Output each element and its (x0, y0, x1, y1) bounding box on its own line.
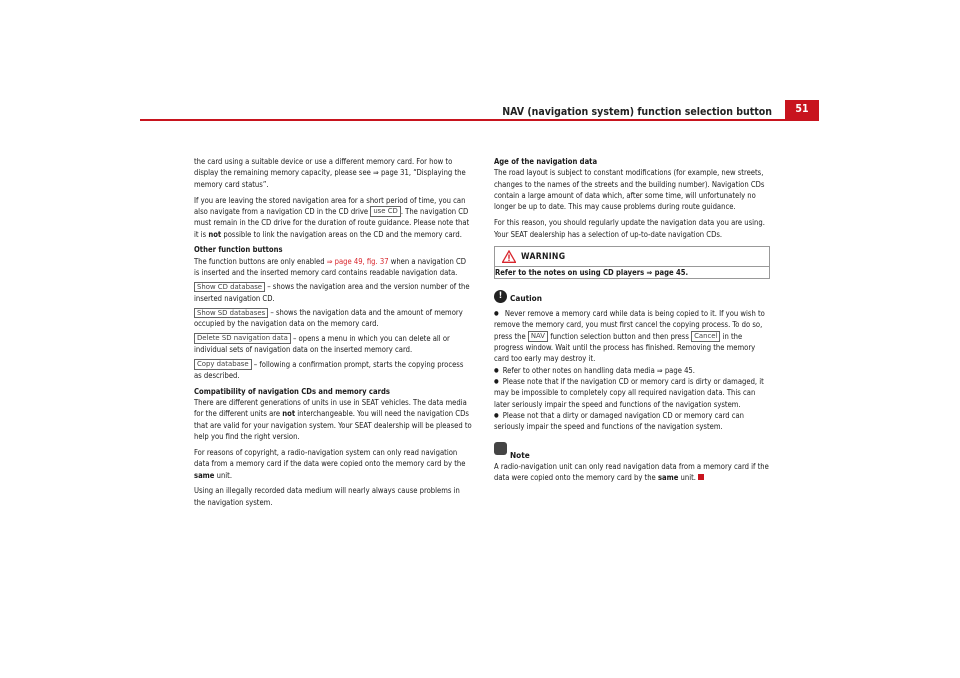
text: There are different generations of units in use in SEAT vehicles. The data media for the different units are (194, 398, 467, 419)
text: – shows the navigation area and the version number of the inserted navigation CD. (194, 282, 470, 303)
text: – following a confirmation prompt, starts the copying process as described. (194, 359, 464, 380)
caution-heading (494, 288, 770, 303)
page-link[interactable]: ⇒ page 49, fig. 37 (326, 256, 389, 266)
caution-item (494, 308, 770, 365)
text: For reasons of copyright, a radio-navigation system can only read navigation data from a memory card if the data were copied onto the memory card by the (194, 447, 466, 469)
subheading-age-of-data: Age of the navigation data (494, 157, 598, 166)
text: unit. (680, 473, 696, 483)
use-cd-key: use CD (370, 206, 401, 217)
function-item (194, 333, 472, 356)
end-square-icon (698, 474, 704, 480)
page-header-title: NAV (navigation system) function selection button (502, 106, 772, 118)
delete-sd-navigation-data-key: Delete SD navigation data (194, 333, 291, 344)
text: unit. (216, 470, 233, 480)
text: possible to link the navigation areas on the CD and the memory card. (223, 229, 462, 239)
text: If you are leaving the stored navigation area for a short period of time, you can also navigate from a navigation CD in the CD drive (194, 195, 466, 216)
left-column (194, 156, 472, 508)
text: in the progress window. Wait until the process has finished. Removing the memory card too early may destroy it. (494, 331, 756, 364)
show-cd-database-key: Show CD database (194, 282, 265, 293)
emphasis: not (282, 409, 296, 419)
text: function selection button and then press (550, 331, 689, 341)
caution-item: ● Refer to other notes on handling data media ⇒ page 45. (494, 365, 770, 376)
cancel-key: Cancel (691, 331, 720, 342)
show-sd-databases-key: Show SD databases (194, 308, 268, 319)
subheading-compatibility: Compatibility of navigation CDs and memory cards (194, 386, 390, 396)
text: – opens a menu in which you can delete all or individual sets of navigation data on the inserted memory card. (194, 333, 450, 355)
paragraph: The road layout is subject to constant modifications (for example, new streets, changes to the names of the streets and the building number). Navigation CDs contain a large amount of data which, after some time, will unfortunately no longer be up to date. This may cause problems during route guidance. (494, 168, 765, 212)
text: . The navigation CD must remain in the CD drive for the duration of route guidance. Please note that it is (194, 206, 470, 239)
paragraph (194, 195, 472, 240)
function-item (194, 281, 472, 304)
header-rule (140, 119, 819, 121)
paragraph: For this reason, you should regularly update the navigation data you are using. Your SEAT dealership has a selection of up-to-date navigation CDs. (494, 218, 765, 239)
caution-icon: ! (494, 290, 507, 303)
warning-box (494, 246, 770, 279)
text: Never remove a memory card while data is being copied to it. If you wish to remove the memory card, you must first cancel the copying process. To do so, press the (494, 308, 765, 341)
emphasis: same (657, 473, 679, 483)
caution-title: Caution (510, 292, 542, 303)
paragraph: the card using a suitable device or use a different memory card. For how to display the remaining memory capacity, please see ⇒ page 31, “Displaying the memory card status”. (194, 157, 466, 189)
function-item (194, 359, 472, 382)
copy-database-key: Copy database (194, 359, 252, 370)
note-title: Note (510, 449, 530, 460)
function-item (194, 307, 472, 330)
text: A radio-navigation unit can only read navigation data from a memory card if the data were copied onto the memory card by the (494, 462, 769, 483)
nav-key: NAV (528, 331, 548, 342)
warning-text: Refer to the notes on using CD players ⇒ page 45. (495, 267, 689, 277)
note-text (494, 461, 770, 484)
caution-item: ● Please not that a dirty or damaged navigation CD or memory card can seriously impair the speed and functions of the navigation system. (494, 410, 770, 433)
caution-item: ● Please note that if the navigation CD or memory card is dirty or damaged, it may be impossible to completely copy all required navigation data. This can later seriously impair the speed and functions of the navigation system. (494, 376, 770, 410)
warning-title: WARNING (521, 251, 566, 262)
paragraph (194, 256, 472, 279)
emphasis: same (194, 470, 215, 480)
paragraph: Using an illegally recorded data medium will nearly always cause problems in the navigation system. (194, 486, 460, 507)
emphasis: not (208, 229, 222, 239)
note-icon (494, 442, 507, 455)
text: – shows the navigation data and the amount of memory occupied by the navigation data on the memory card. (194, 308, 463, 329)
right-column (494, 156, 770, 484)
text: interchangeable. You will need the navigation CDs that are valid for your navigation system. Your SEAT dealership will be pleased to help you find the right version. (194, 409, 472, 442)
paragraph (194, 447, 472, 481)
subheading-other-function-buttons: Other function buttons (194, 245, 283, 255)
page-number: 51 (785, 100, 819, 119)
text: when a navigation CD is inserted and the inserted memory card contains readable navigation data. (194, 256, 466, 278)
text: The function buttons are only enabled (194, 256, 325, 266)
paragraph (194, 397, 472, 442)
warning-header (495, 247, 769, 267)
note-heading (494, 442, 770, 460)
warning-triangle-icon (502, 250, 516, 263)
